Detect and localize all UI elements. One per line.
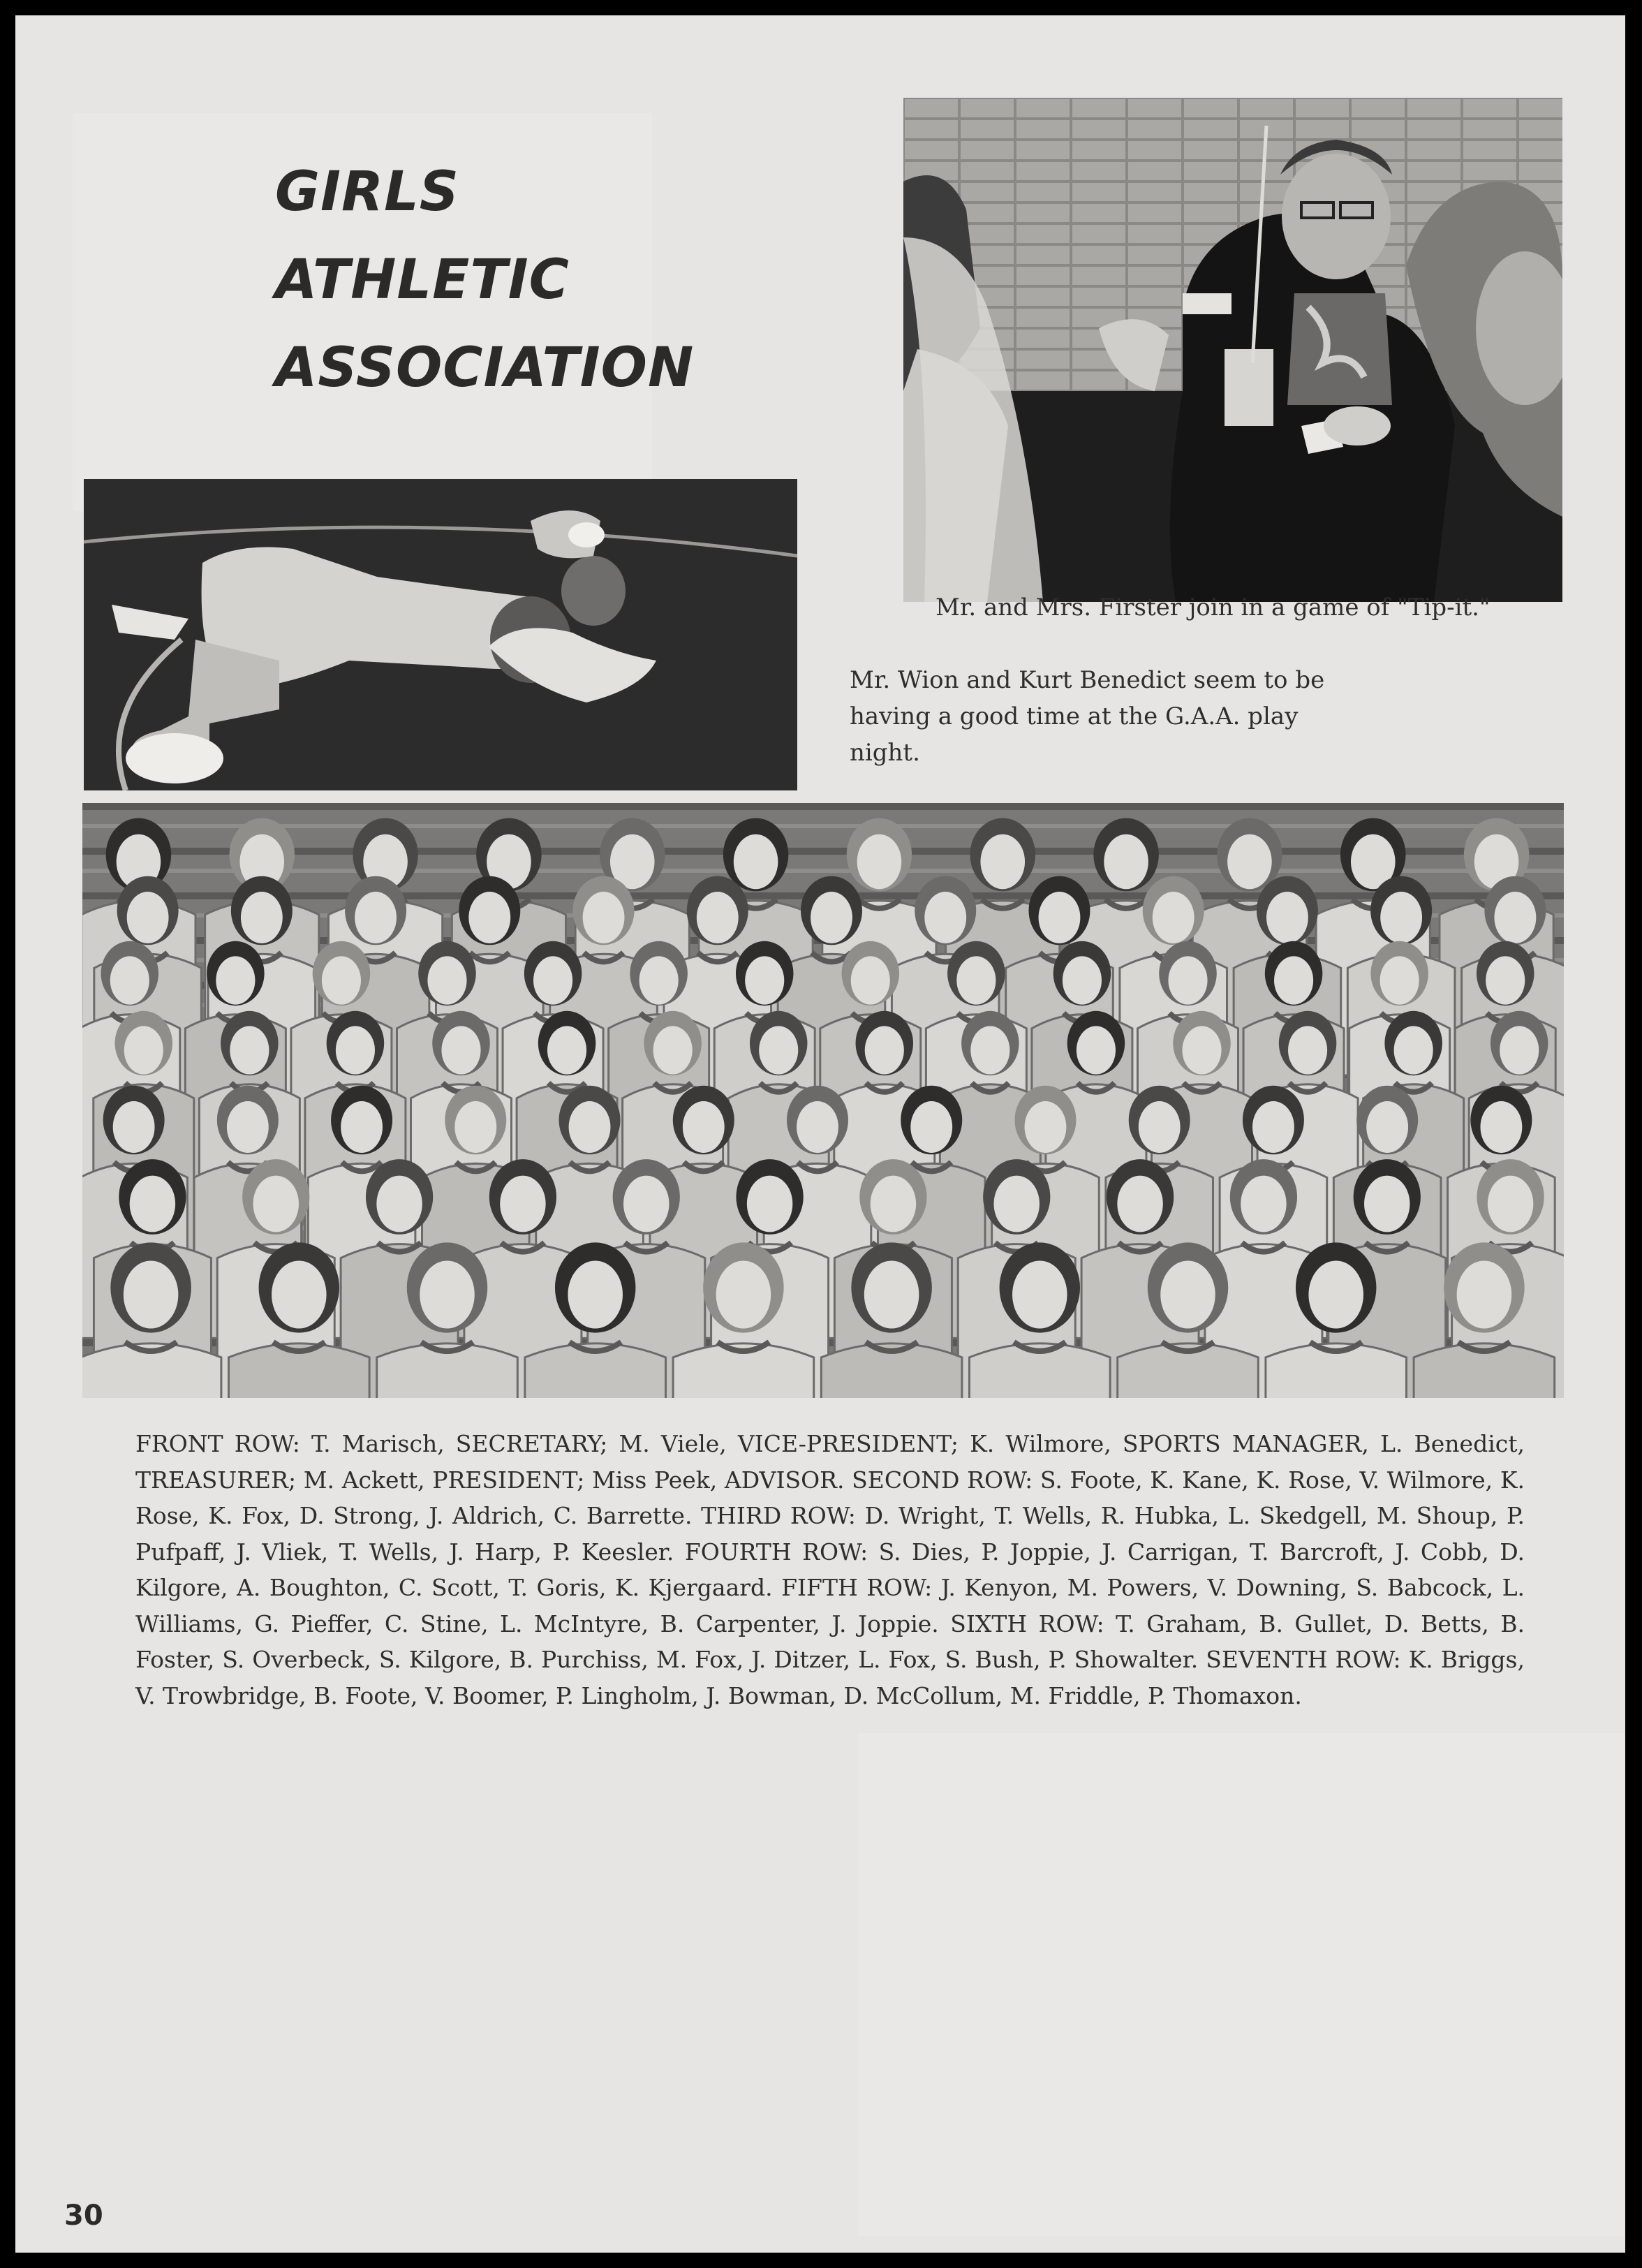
title-line-1: GIRLS bbox=[275, 161, 459, 223]
title-line-2: ATHLETIC bbox=[275, 249, 570, 311]
play-night-caption: Mr. Wion and Kurt Benedict seem to be having a good time at the G.A.A. play night. bbox=[850, 666, 1325, 767]
page-title bbox=[275, 148, 694, 412]
tip-it-caption: Mr. and Mrs. Firster join in a game of "Tip-it." bbox=[935, 594, 1491, 621]
tip-it-game-photo bbox=[903, 98, 1562, 602]
play-night-photo bbox=[84, 479, 797, 790]
bleed-through-area-lower bbox=[859, 1733, 1625, 2236]
yearbook-page bbox=[15, 15, 1625, 2253]
group-photo bbox=[82, 803, 1564, 1398]
page-number: 30 bbox=[64, 2200, 103, 2232]
title-line-3: ASSOCIATION bbox=[275, 337, 695, 399]
roster-caption: FRONT ROW: T. Marisch, SECRETARY; M. Viele, VICE-PRESIDENT; K. Wilmore, SPORTS MANAGER, L. Benedict, TREASURER; M. Ackett, PRESIDENT; Miss Peek, ADVISOR. SECOND ROW: S. Foote, K. Kane, K. Rose, V. Wilmore, K. Rose, K. Fox, D. Strong, J. Aldrich, C. Barrette. THIRD ROW: D. Wright, T. Wells, R. Hubka, L. Skedgell, M. Shoup, P. Pufpaff, J. Vliek, T. Wells, J. Harp, P. Keesler. FOURTH ROW: S. Dies, P. Joppie, J. Carrigan, T. Barcroft, J. Cobb, D. Kilgore, A. Boughton, C. Scott, T. Goris, K. Kjergaard. FIFTH ROW: J. Kenyon, M. Powers, V. Downing, S. Babcock, L. Williams, G. Pieffer, C. Stine, L. McIntyre, B. Carpenter, J. Joppie. SIXTH ROW: T. Graham, B. Gullet, D. Betts, B. Foster, S. Overbeck, S. Kilgore, B. Purchiss, M. Fox, J. Ditzer, L. Fox, S. Bush, P. Showalter. SEVENTH ROW: K. Briggs, V. Trowbridge, B. Foote, V. Boomer, P. Lingholm, J. Bowman, D. McCollum, M. Friddle, P. Thomaxon. bbox=[135, 1430, 1525, 1709]
